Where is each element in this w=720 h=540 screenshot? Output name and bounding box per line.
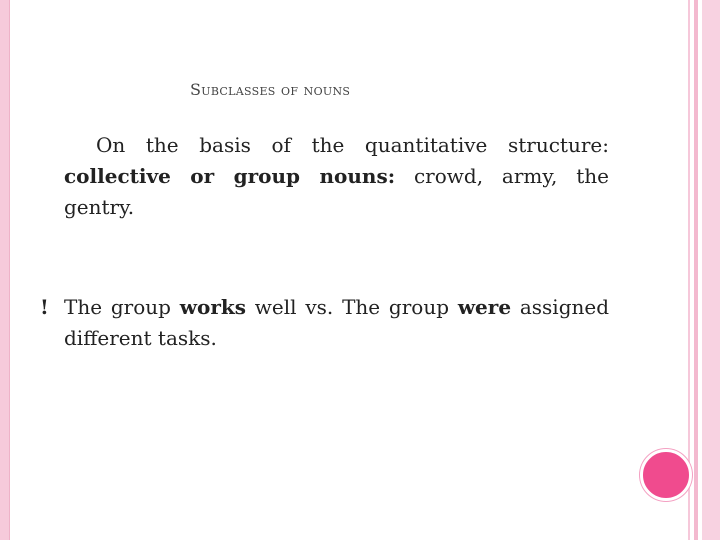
example-paragraph — [64, 292, 609, 354]
decorative-pink-circle — [640, 449, 692, 501]
example-bold-were: were — [457, 295, 512, 319]
term-collective-nouns: collective or group nouns: — [64, 164, 396, 188]
left-border-stripe — [0, 0, 10, 540]
right-stripe-3 — [702, 0, 720, 540]
definition-lead: On the basis of the quantitative structure: — [96, 133, 609, 157]
right-stripe-1 — [688, 0, 690, 540]
right-stripe-2 — [694, 0, 698, 540]
example-text-2: well vs. The group — [254, 295, 450, 319]
definition-examples: crowd, army, the gentry. — [64, 164, 609, 219]
example-text-1: The group — [64, 295, 171, 319]
definition-paragraph — [64, 130, 609, 223]
right-border-stripes — [688, 0, 720, 540]
example-bold-works: works — [179, 295, 246, 319]
exclamation-bullet: ! — [40, 295, 49, 319]
example-text-3: assigned different tasks. — [64, 295, 610, 350]
slide-title: Subclasses of nouns — [190, 80, 351, 99]
